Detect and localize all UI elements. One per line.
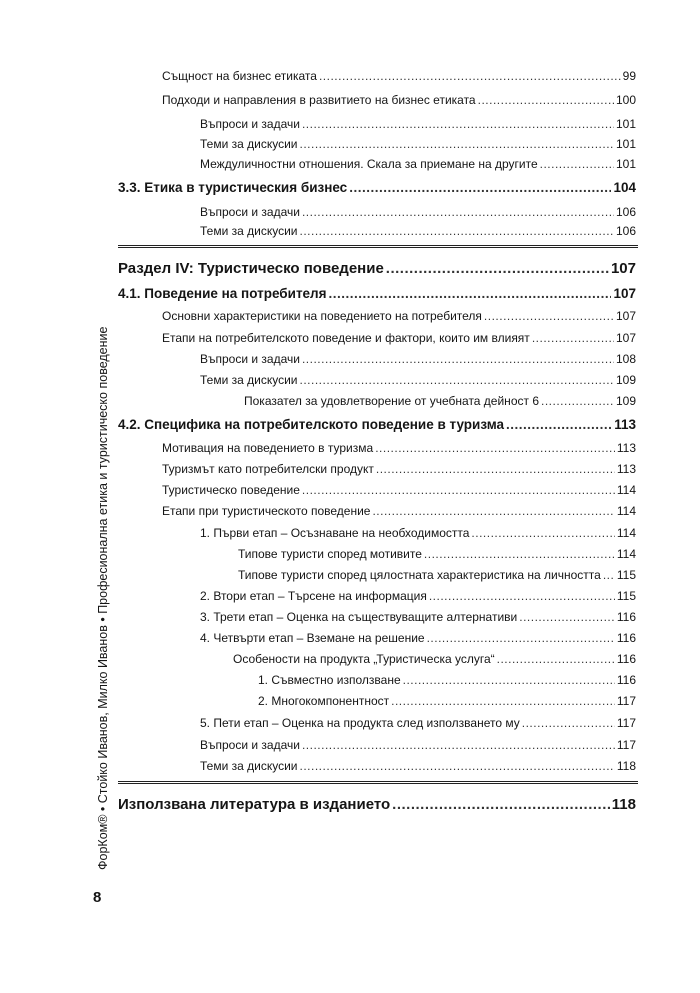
toc-entry-title: 4.2. Специфика на потребителското поведение в туризма bbox=[118, 417, 505, 432]
toc-entry-page: 113 bbox=[616, 462, 636, 476]
toc-entry-title: Същност на бизнес етиката bbox=[162, 69, 317, 83]
toc-entry-page: 101 bbox=[615, 117, 636, 131]
toc-entry-page: 107 bbox=[615, 331, 636, 345]
toc-entry[interactable] bbox=[118, 759, 636, 773]
leader-dots bbox=[386, 260, 609, 278]
leader-dots bbox=[471, 526, 614, 540]
toc-entry-title: Въпроси и задачи bbox=[200, 352, 300, 366]
leader-dots bbox=[302, 117, 614, 131]
leader-dots bbox=[300, 373, 614, 387]
leader-dots bbox=[429, 589, 615, 603]
leader-dots bbox=[376, 462, 615, 476]
leader-dots bbox=[478, 93, 614, 107]
toc-entry[interactable] bbox=[118, 610, 636, 624]
toc-entry-page: 118 bbox=[616, 759, 636, 773]
toc-entry-page: 106 bbox=[615, 205, 636, 219]
leader-dots bbox=[300, 224, 614, 238]
toc-entry-title: 2. Многокомпонентност bbox=[258, 694, 390, 708]
toc-section-heading[interactable] bbox=[118, 286, 636, 302]
toc-entry-page: 101 bbox=[615, 137, 636, 151]
leader-dots bbox=[484, 309, 614, 323]
toc-entry-title: Особености на продукта „Туристическа услуга“ bbox=[233, 652, 495, 666]
toc-entry-page: 117 bbox=[616, 694, 636, 708]
leader-dots bbox=[300, 759, 615, 773]
leader-dots bbox=[603, 568, 615, 582]
leader-dots bbox=[372, 504, 614, 518]
toc-entry-title: Типове туристи според цялостната характеристика на личността bbox=[238, 568, 601, 582]
toc-entry-title: Въпроси и задачи bbox=[200, 205, 300, 219]
toc-entry[interactable] bbox=[118, 93, 636, 107]
leader-dots bbox=[540, 157, 614, 171]
section-divider bbox=[118, 781, 638, 784]
leader-dots bbox=[506, 417, 612, 433]
toc-entry-page: 100 bbox=[615, 93, 636, 107]
toc-entry[interactable] bbox=[118, 673, 636, 687]
toc-entry-title: 4.1. Поведение на потребителя bbox=[118, 286, 327, 301]
toc-entry[interactable] bbox=[118, 394, 636, 408]
toc-entry[interactable] bbox=[118, 373, 636, 387]
toc-entry-title: Основни характеристики на поведението на потребителя bbox=[162, 309, 482, 323]
toc-entry[interactable] bbox=[118, 137, 636, 151]
toc-entry[interactable] bbox=[118, 694, 636, 708]
toc-entry-title: Туристическо поведение bbox=[162, 483, 300, 497]
toc-entry-title: 1. Съвместно използване bbox=[258, 673, 401, 687]
section-divider bbox=[118, 245, 638, 248]
toc-entry[interactable] bbox=[118, 483, 636, 497]
leader-dots bbox=[349, 180, 611, 196]
toc-entry-page: 109 bbox=[615, 394, 636, 408]
toc-section-heading[interactable] bbox=[118, 417, 636, 433]
toc-entry[interactable] bbox=[118, 504, 636, 518]
toc-entry-title: Използвана литература в изданието bbox=[118, 796, 391, 813]
toc-entry-title: Туризмът като потребителски продукт bbox=[162, 462, 374, 476]
toc-entry[interactable] bbox=[118, 205, 636, 219]
toc-entry-title: Теми за дискусии bbox=[200, 759, 298, 773]
toc-entry[interactable] bbox=[118, 117, 636, 131]
leader-dots bbox=[329, 286, 612, 302]
toc-entry[interactable] bbox=[118, 69, 636, 83]
leader-dots bbox=[424, 547, 615, 561]
toc-entry[interactable] bbox=[118, 589, 636, 603]
toc-entry-page: 101 bbox=[615, 157, 636, 171]
toc-entry-page: 117 bbox=[616, 716, 636, 730]
toc-entry-page: 114 bbox=[616, 547, 636, 561]
leader-dots bbox=[375, 441, 615, 455]
toc-entry-page: 114 bbox=[616, 483, 636, 497]
toc-entry-title: 5. Пети етап – Оценка на продукта след използването му bbox=[200, 716, 520, 730]
toc-entry-page: 114 bbox=[616, 526, 636, 540]
toc-entry-page: 117 bbox=[616, 738, 636, 752]
toc-entry-title: 1. Първи етап – Осъзнаване на необходимостта bbox=[200, 526, 470, 540]
toc-entry[interactable] bbox=[118, 157, 636, 171]
toc-entry-title: Етапи на потребителското поведение и фактори, които им влияят bbox=[162, 331, 530, 345]
leader-dots bbox=[532, 331, 614, 345]
leader-dots bbox=[403, 673, 615, 687]
leader-dots bbox=[427, 631, 615, 645]
toc-entry-title: Мотивация на поведението в туризма bbox=[162, 441, 374, 455]
toc-entry[interactable] bbox=[118, 547, 636, 561]
toc-entry[interactable] bbox=[118, 352, 636, 366]
toc-entry-page: 116 bbox=[616, 631, 636, 645]
toc-entry[interactable] bbox=[118, 568, 636, 582]
toc-entry-title: 3. Трети етап – Оценка на съществуващите алтернативи bbox=[200, 610, 518, 624]
leader-dots bbox=[392, 796, 610, 814]
toc-entry-page: 116 bbox=[616, 652, 636, 666]
toc-entry[interactable] bbox=[118, 652, 636, 666]
toc-entry[interactable] bbox=[118, 738, 636, 752]
toc-entry-title: Теми за дискусии bbox=[200, 137, 298, 151]
toc-entry-title: Раздел IV: Туристическо поведение bbox=[118, 260, 384, 277]
toc-entry-title: Подходи и направления в развитието на бизнес етиката bbox=[162, 93, 476, 107]
toc-entry-title: Показател за удовлетворение от учебната дейност 6 bbox=[244, 394, 539, 408]
leader-dots bbox=[497, 652, 615, 666]
toc-entry-page: 104 bbox=[613, 180, 636, 195]
toc-entry-page: 118 bbox=[611, 796, 636, 813]
toc-entry-title: 4. Четвърти етап – Вземане на решение bbox=[200, 631, 425, 645]
toc-entry-title: Теми за дискусии bbox=[200, 373, 298, 387]
toc-part-heading[interactable] bbox=[118, 796, 636, 814]
toc-entry-title: 2. Втори етап – Търсене на информация bbox=[200, 589, 427, 603]
toc-entry-page: 107 bbox=[615, 309, 636, 323]
toc-entry-title: Типове туристи според мотивите bbox=[238, 547, 422, 561]
toc-entry[interactable] bbox=[118, 224, 636, 238]
leader-dots bbox=[302, 352, 614, 366]
leader-dots bbox=[519, 610, 615, 624]
leader-dots bbox=[522, 716, 615, 730]
toc-entry-page: 113 bbox=[614, 417, 636, 432]
toc-entry[interactable] bbox=[118, 441, 636, 455]
toc-entry-page: 108 bbox=[615, 352, 636, 366]
toc-entry-page: 116 bbox=[616, 673, 636, 687]
leader-dots bbox=[319, 69, 621, 83]
toc-entry-page: 116 bbox=[616, 610, 636, 624]
toc-entry-page: 107 bbox=[613, 286, 636, 301]
toc-entry-page: 107 bbox=[610, 260, 636, 277]
toc-entry[interactable] bbox=[118, 331, 636, 345]
toc-entry-page: 114 bbox=[616, 504, 636, 518]
leader-dots bbox=[541, 394, 614, 408]
toc-entry-page: 113 bbox=[616, 441, 636, 455]
toc-entry-title: Междуличностни отношения. Скала за приемане на другите bbox=[200, 157, 538, 171]
toc-entry-title: 3.3. Етика в туристическия бизнес bbox=[118, 180, 348, 195]
toc-entry-title: Теми за дискусии bbox=[200, 224, 298, 238]
leader-dots bbox=[302, 205, 614, 219]
toc-entry-title: Въпроси и задачи bbox=[200, 117, 300, 131]
toc-entry[interactable] bbox=[118, 309, 636, 323]
toc-entry[interactable] bbox=[118, 631, 636, 645]
leader-dots bbox=[391, 694, 615, 708]
toc-entry-title: Етапи при туристическото поведение bbox=[162, 504, 371, 518]
running-header-vertical: ФорКом® • Стойко Иванов, Милко Иванов • Професионална етика и туристическо поведение bbox=[96, 326, 110, 870]
toc-entry[interactable] bbox=[118, 716, 636, 730]
toc-section-heading[interactable] bbox=[118, 180, 636, 196]
toc-entry-page: 115 bbox=[616, 568, 636, 582]
leader-dots bbox=[302, 483, 615, 497]
leader-dots bbox=[302, 738, 615, 752]
toc-entry-page: 99 bbox=[622, 69, 636, 83]
toc-entry-title: Въпроси и задачи bbox=[200, 738, 300, 752]
leader-dots bbox=[300, 137, 614, 151]
toc-entry[interactable] bbox=[118, 526, 636, 540]
toc-entry-page: 106 bbox=[615, 224, 636, 238]
toc-entry-page: 115 bbox=[616, 589, 636, 603]
page-number: 8 bbox=[93, 889, 102, 906]
toc-part-heading[interactable] bbox=[118, 260, 636, 278]
toc-entry[interactable] bbox=[118, 462, 636, 476]
toc-entry-page: 109 bbox=[615, 373, 636, 387]
